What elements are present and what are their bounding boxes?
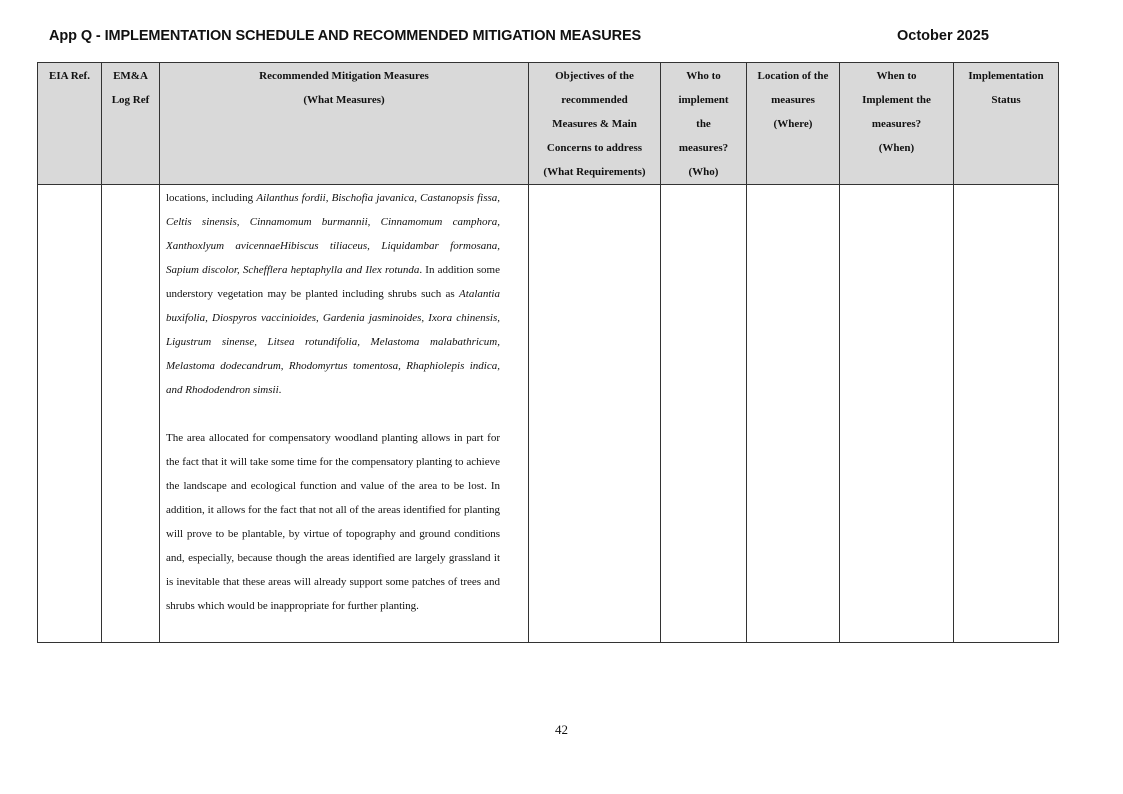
header-line: (What Requirements) bbox=[543, 166, 646, 178]
header-line: When to bbox=[876, 70, 917, 82]
header-line: Implementation bbox=[968, 70, 1044, 82]
header-line: (Where) bbox=[773, 118, 813, 130]
header-line: measures? bbox=[678, 142, 729, 154]
header-eia-ref bbox=[38, 63, 102, 185]
compensatory-planting-paragraph: The area allocated for compensatory woodland planting allows in part for the fact that it will take some time for the compensatory planting to achieve the landscape and ecological function and value of the area to be lost. In addition, it allows for the fact that not all of the areas identified for planting will prove to be plantable, by virtue of topography and ground conditions and, especially, because though the areas identified are largely grassland it is inevitable that these areas will already support some patches of trees and shrubs which would be inappropriate for further planting. bbox=[166, 432, 500, 612]
table-row bbox=[38, 185, 1059, 643]
cell-location bbox=[747, 185, 840, 643]
species-paragraph: locations, including Ailanthus fordii, Bischofia javanica, Castanopsis fissa, Celtis sinensis, Cinnamomum burmannii, Cinnamomum camphora, Xanthoxlyum avicennaeHibiscus tiliaceus, Liquidambar formosana, Sapium discolor, Schefflera heptaphylla and Ilex rotunda. In addition some understory vegetation may be planted including shrubs such as Atalantia buxifolia, Diospyros vaccinioides, Gardenia jasminoides, Ixora chinensis, Ligustrum sinense, Litsea rotundifolia, Melastoma malabathricum, Melastoma dodecandrum, Rhodomyrtus tomentosa, Rhaphiolepis indica, and Rhododendron simsii. bbox=[166, 192, 501, 396]
header-line: Status bbox=[991, 94, 1021, 106]
header-recommended-measures bbox=[160, 63, 529, 185]
header-line: Implement the bbox=[862, 94, 931, 106]
header-line: measures? bbox=[871, 118, 922, 130]
page-title: App Q - IMPLEMENTATION SCHEDULE AND RECOMMENDED MITIGATION MEASURES bbox=[49, 28, 642, 44]
header-line: recommended bbox=[561, 94, 628, 106]
cell-ema-log-ref bbox=[102, 185, 160, 643]
cell-objectives bbox=[529, 185, 661, 643]
cell-when bbox=[840, 185, 954, 643]
header-line: Concerns to address bbox=[546, 142, 643, 154]
header-line: the bbox=[696, 118, 711, 130]
implementation-schedule-table bbox=[37, 62, 1059, 643]
header-objectives bbox=[529, 63, 661, 185]
header-line: EIA Ref. bbox=[49, 70, 90, 82]
shrub-species-list: Atalantia buxifolia, Diospyros vaccinioides, Gardenia jasminoides, Ixora chinensis, Ligustrum sinense, Litsea rotundifolia, Melastoma malabathricum, Melastoma dodecandrum, Rhodomyrtus tomentosa, Rhaphiolepis indica, and Rhododendron simsii bbox=[166, 288, 500, 396]
header-implementation-status bbox=[954, 63, 1059, 185]
header-line: Location of the bbox=[757, 70, 829, 82]
tree-species-list: Ailanthus fordii, Bischofia javanica, Castanopsis fissa, Celtis sinensis, Cinnamomum burmannii, Cinnamomum camphora, Xanthoxlyum avicennaeHibiscus tiliaceus, Liquidambar formosana, Sapium discolor, Schefflera heptaphylla and Ilex rotunda bbox=[166, 192, 500, 276]
cell-eia-ref bbox=[38, 185, 102, 643]
header-line: implement bbox=[678, 94, 729, 106]
header-who bbox=[661, 63, 747, 185]
header-line: Who to bbox=[686, 70, 721, 82]
header-line: Objectives of the bbox=[555, 70, 634, 82]
header-line: (Who) bbox=[688, 166, 719, 178]
header-line: measures bbox=[771, 94, 815, 106]
header-line: (When) bbox=[878, 142, 915, 154]
header-when bbox=[840, 63, 954, 185]
header-line: Measures & Main bbox=[552, 118, 637, 130]
header-line: Recommended Mitigation Measures bbox=[259, 70, 429, 82]
header-line: EM&A bbox=[113, 70, 148, 82]
page-number: 42 bbox=[555, 722, 568, 737]
header-ema-log-ref bbox=[102, 63, 160, 185]
cell-who bbox=[661, 185, 747, 643]
cell-recommended-measures bbox=[160, 185, 529, 643]
header-line: (What Measures) bbox=[303, 94, 385, 106]
header-line: Log Ref bbox=[111, 94, 150, 106]
page-date: October 2025 bbox=[897, 28, 989, 44]
table-header-row bbox=[38, 63, 1059, 185]
cell-implementation-status bbox=[954, 185, 1059, 643]
header-location bbox=[747, 63, 840, 185]
